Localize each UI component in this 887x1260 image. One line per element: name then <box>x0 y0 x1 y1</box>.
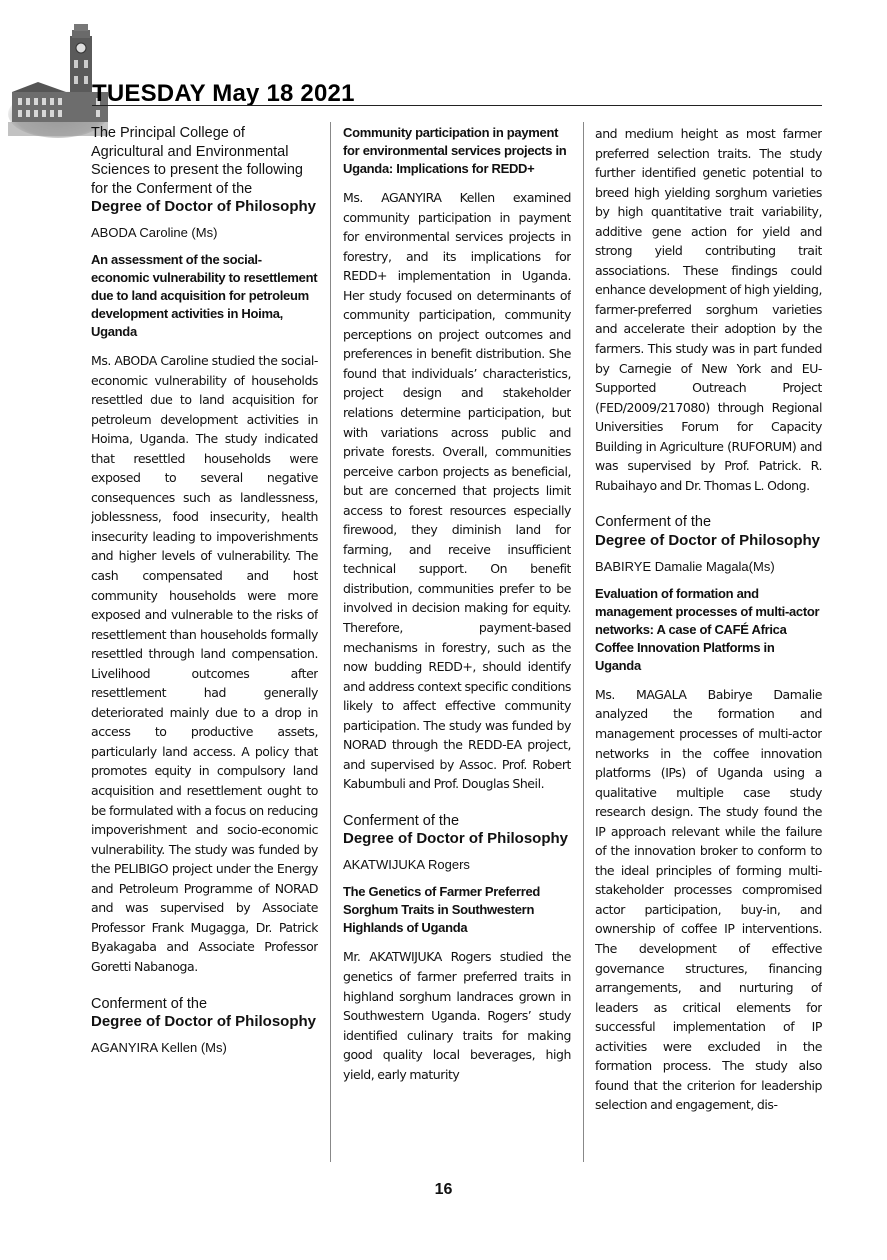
conferment-heading: Conferment of the <box>595 514 712 531</box>
college-intro: The Principal College of Agricultural and Environmental Sciences to present the following for the Conferment of the <box>91 125 303 197</box>
conferment-section <box>91 995 318 1057</box>
column-divider <box>583 122 584 1162</box>
column-1 <box>91 124 318 1164</box>
thesis-title: The Genetics of Farmer Preferred Sorghum Traits in Southwestern Highlands of Uganda <box>343 884 541 936</box>
candidate-name: ABODA Caroline (Ms) <box>91 225 218 240</box>
conferment-heading: Conferment of the <box>343 812 460 829</box>
issue-date-header: TUESDAY May 18 2021 <box>92 80 355 107</box>
conferment-heading: Conferment of the <box>91 995 208 1012</box>
degree-title: Degree of Doctor of Philosophy <box>595 531 821 549</box>
column-divider <box>330 122 331 1162</box>
thesis-summary-continued: and medium height as most farmer preferred selection traits. The study further identified genetic potential to breed high yielding sorghum varieties by high quantitative trait variability, additive gene action for yield and strong yield contributing trait associations. These findings could enhance development of high yielding, farmer-preferred sorghum varieties and accelerate their adoption by the farmers. This study was in part funded by Carnegie of New York and EU-Supported Outreach Project (FED/2009/217080) through Regional Universities Forum for Capacity Building in Agriculture (RUFORUM) and was supervised by Prof. Patrick. R. Rubaihayo and Dr. Thomas L. Odong. <box>595 126 822 493</box>
degree-title: Degree of Doctor of Philosophy <box>91 198 317 215</box>
page-number: 16 <box>434 1181 453 1198</box>
conferment-section <box>343 812 571 1084</box>
thesis-summary: Ms. ABODA Caroline studied the social-economic vulnerability of households resettled due to land acquisition for petroleum development activities in Hoima, Uganda. The study indicated that resettled households were exposed to several negative consequences such as landlessness, joblessness, food insecurity, health insecurity leading to impoverishments and higher levels of vulnerability. The cash compensated and host community households were more exposed and vulnerable to the risks of resettlement than households formally resettled through land compensation. Livelihood outcomes after resettlement had generally deteriorated mainly due to a drop in access to productive assets, particularly land access. A policy that promotes equity in compulsory land acquisition and resettlement ought to be formulated with a focus on reducing impoverishment and socio-economic vulnerability. The study was funded by the PELIBIGO project under the Energy and Petroleum Programme of NORAD and was supervised by Associate Professor Frank Mugagga, Dr. Patrick Byakagaba and Associate Professor Goretti Nabanoga. <box>91 353 318 974</box>
thesis-summary: Mr. AKATWIJUKA Rogers studied the genetics of farmer preferred traits in highland sorghum landraces grown in Southwestern Uganda. Rogers’ study identified culinary traits for making good quality local beverages, high yield, early maturity <box>343 949 571 1082</box>
thesis-title: Evaluation of formation and management processes of multi-actor networks: A case of CAFÉ Africa Coffee Innovation Platforms in Uganda <box>595 585 820 673</box>
thesis-summary: Ms. MAGALA Babirye Damalie analyzed the formation and management processes of multi-actor networks in the coffee innovation platforms (IPs) of Uganda using a qualitative multiple case study research design. The study found the IP approach relevant while the failure of the innovation broker to conform to the ideal principles of forming multi-stakeholder processes compromised actor participation, buy-in, and ownership of coffee IP interventions. The development of effective governance structures, financing arrangements, and nurturing of leaders as critical elements for successful implementation of IP activities were excluded in the formation process. The study also found that the criterion for leadership selection and engagement, dis- <box>595 686 822 1113</box>
column-2 <box>343 124 571 1164</box>
degree-title: Degree of Doctor of Philosophy <box>343 830 569 848</box>
thesis-title: An assessment of the social-economic vulnerability to resettlement due to land acquisition for petroleum development activities in Hoima, Uganda <box>91 252 318 339</box>
candidate-name: AKATWIJUKA Rogers <box>343 857 470 873</box>
thesis-title: Community participation in payment for environmental services projects in Uganda: Implications for REDD+ <box>343 125 567 176</box>
thesis-summary: Ms. AGANYIRA Kellen examined community participation in payment for environmental services projects in forestry, and its implications for REDD+ implementation in Uganda. Her study focused on determinants of community participation, community perceptions on project outcomes and preferences in benefit distribution. She found that individuals’ characteristics, project design and stakeholder relations determine participation, but with variations across public and private forests. Overall, communities perceive carbon projects as beneficial, but are concerned that projects limit access to forest resources especially firewood, they diminish land for farming, and receive insufficient technical support. On benefit distribution, communities prefer to be involved in decision making for equity. Therefore, payment-based mechanisms in forestry, such as the now budding REDD+, should identify and address context specific conditions likely to affect effective community participation. The study was funded by NORAD through the REDD-EA project, and supervised by Assoc. Prof. Robert Kabumbuli and Prof. Douglas Sheil. <box>343 190 571 792</box>
column-3 <box>595 124 822 1164</box>
candidate-name: AGANYIRA Kellen (Ms) <box>91 1040 227 1055</box>
conferment-section <box>595 513 822 1115</box>
header-divider <box>92 105 822 106</box>
degree-title: Degree of Doctor of Philosophy <box>91 1013 317 1030</box>
candidate-name: BABIRYE Damalie Magala(Ms) <box>595 558 775 574</box>
